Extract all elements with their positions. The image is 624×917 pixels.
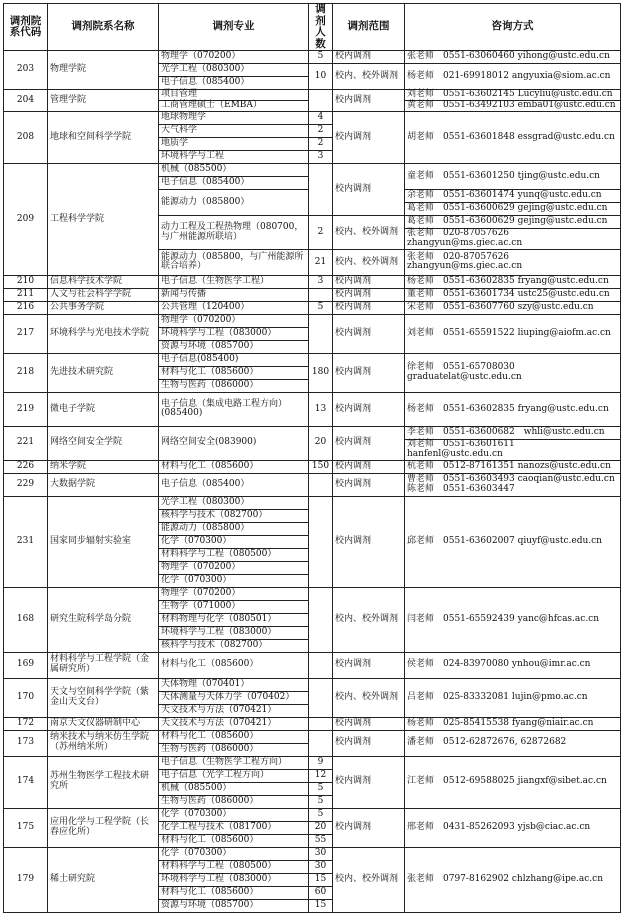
major: 环境科学与工程（083000）	[159, 626, 309, 639]
dept-name: 环境科学与光电技术学院	[48, 314, 159, 353]
major: 电子信息（集成电路工程方向）(085400)	[159, 392, 309, 426]
table-row	[4, 678, 621, 691]
major: 材料与化工（085600）	[159, 366, 309, 379]
col-header-major: 调剂专业	[159, 4, 309, 51]
contact: 刘老师 0551-63602145 Lucyliu@ustc.edu.cn	[405, 90, 621, 101]
dept-code: 203	[4, 51, 48, 90]
dept-code: 172	[4, 717, 48, 730]
contact: 张老师 0797-8162902 chlzhang@ipe.ac.cn	[405, 847, 621, 912]
table-row	[4, 301, 621, 314]
major: 光学工程（080300）	[159, 64, 309, 77]
count: 150	[309, 460, 333, 473]
contact: 侯老师 024-83970080 ynhou@imr.ac.cn	[405, 652, 621, 678]
dept-code: 221	[4, 426, 48, 460]
count: 3	[309, 275, 333, 288]
dept-code: 226	[4, 460, 48, 473]
contact: 张老师 020-87057626 zhangyun@ms.giec.ac.cn	[405, 229, 621, 250]
contact: 江老师 0512-69588025 jiangxf@sibet.ac.cn	[405, 756, 621, 808]
dept-name: 南京天文仪器研制中心	[48, 717, 159, 730]
contact: 余老师 0551-63601474 yunq@ustc.edu.cn	[405, 190, 621, 203]
dept-code: 174	[4, 756, 48, 808]
major: 物理学（070200）	[159, 314, 309, 327]
table-row	[4, 288, 621, 301]
contact: 胡老师 0551-63601848 essgrad@ustc.edu.cn	[405, 112, 621, 164]
dept-code: 168	[4, 587, 48, 652]
dept-name: 微电子学院	[48, 392, 159, 426]
range: 校内调剂	[333, 301, 405, 314]
dept-name: 应用化学与工程学院（长春应化所）	[48, 808, 159, 847]
count	[309, 90, 333, 112]
col-header-contact: 咨询方式	[405, 4, 621, 51]
count: 4	[309, 112, 333, 125]
dept-code: 179	[4, 847, 48, 912]
major: 电子信息（光学工程方向）	[159, 769, 309, 782]
dept-name: 稀土研究院	[48, 847, 159, 912]
contact: 张老师 0551-63060460 yihong@ustc.edu.cn	[405, 51, 621, 64]
dept-code: 231	[4, 496, 48, 587]
count	[309, 473, 333, 496]
contact: 杭老师 0512-87161351 nanozs@ustc.edu.cn	[405, 460, 621, 473]
count	[309, 496, 333, 587]
table-row	[4, 392, 621, 426]
dept-name: 管理学院	[48, 90, 159, 112]
range: 校内调剂	[333, 730, 405, 756]
range: 校内调剂	[333, 288, 405, 301]
major: 资源与环境（085700）	[159, 899, 309, 912]
count	[309, 587, 333, 652]
adjustment-table	[3, 3, 624, 913]
range: 校内调剂	[333, 496, 405, 587]
major: 能源动力（085800，与广州能源所联合培养）	[159, 249, 309, 275]
range: 校内调剂	[333, 652, 405, 678]
range: 校内调剂	[333, 90, 405, 112]
major: 材料与化工（085600）	[159, 886, 309, 899]
major: 电子信息（085400）	[159, 77, 309, 90]
dept-code: 210	[4, 275, 48, 288]
major: 物理学（070200）	[159, 561, 309, 574]
count: 12	[309, 769, 333, 782]
range: 校内、校外调剂	[333, 216, 405, 250]
contact: 邢老师 0431-85262093 yjsb@ciac.ac.cn	[405, 808, 621, 847]
dept-code: 211	[4, 288, 48, 301]
count: 5	[309, 51, 333, 64]
major: 电子信息(085400)	[159, 353, 309, 366]
dept-code: 208	[4, 112, 48, 164]
range: 校内调剂	[333, 51, 405, 64]
count: 5	[309, 808, 333, 821]
major: 天文技术与方法（070421）	[159, 704, 309, 717]
dept-name: 公共事务学院	[48, 301, 159, 314]
major: 化学（070300）	[159, 808, 309, 821]
major: 材料与化工（085600）	[159, 730, 309, 743]
table-row	[4, 275, 621, 288]
major: 新闻与传播	[159, 288, 309, 301]
table-row	[4, 756, 621, 769]
contact: 刘老师 0551-65591522 liuping@aiofm.ac.cn	[405, 314, 621, 353]
dept-code: 217	[4, 314, 48, 353]
major: 环境科学与工程（083000）	[159, 327, 309, 340]
dept-code: 173	[4, 730, 48, 756]
table-row	[4, 473, 621, 496]
contact: 闫老师 0551-65592439 yanc@hfcas.ac.cn	[405, 587, 621, 652]
count: 30	[309, 860, 333, 873]
count	[309, 730, 333, 756]
major: 环境科学与工程	[159, 151, 309, 164]
count: 5	[309, 301, 333, 314]
count: 15	[309, 899, 333, 912]
range: 校内调剂	[333, 473, 405, 496]
contact: 葛老师 0551-63600629 gejing@ustc.edu.cn	[405, 216, 621, 229]
table-row	[4, 717, 621, 730]
major: 物理学（070200）	[159, 587, 309, 600]
major: 地质学	[159, 138, 309, 151]
dept-name: 工程科学学院	[48, 164, 159, 276]
major: 机械（085500）	[159, 164, 309, 177]
contact: 宋老师 0551-63607760 szy@ustc.edu.cn	[405, 301, 621, 314]
count	[309, 678, 333, 717]
major: 光学工程（080300）	[159, 496, 309, 509]
contact: 杨老师 025-85415538 fyang@niair.ac.cn	[405, 717, 621, 730]
table-row	[4, 652, 621, 678]
major: 材料与化工（085600）	[159, 460, 309, 473]
major: 资源与环境（085700）	[159, 340, 309, 353]
dept-name: 国家同步辐射实验室	[48, 496, 159, 587]
dept-code: 170	[4, 678, 48, 717]
contact: 曹老师 0551-63603493 caoqian@ustc.edu.cn 陈老师 0551-63603447	[405, 473, 621, 496]
count: 13	[309, 392, 333, 426]
dept-name: 人文与社会科学学院	[48, 288, 159, 301]
dept-name: 物理学院	[48, 51, 159, 90]
count	[309, 717, 333, 730]
dept-name: 纳米技术与纳米仿生学院（苏州纳米所）	[48, 730, 159, 756]
dept-name: 地球和空间科学学院	[48, 112, 159, 164]
count: 2	[309, 216, 333, 250]
major: 能源动力（085800）	[159, 190, 309, 216]
range: 校内调剂	[333, 756, 405, 808]
major: 环境科学与工程（083000）	[159, 873, 309, 886]
table-row	[4, 730, 621, 743]
major: 机械（085500）	[159, 782, 309, 795]
range: 校内调剂	[333, 808, 405, 847]
major: 材料与化工（085600）	[159, 652, 309, 678]
count: 20	[309, 821, 333, 834]
range: 校内调剂	[333, 717, 405, 730]
count: 15	[309, 873, 333, 886]
range: 校内、校外调剂	[333, 678, 405, 717]
major: 工商管理硕士（EMBA）	[159, 101, 309, 112]
count: 21	[309, 249, 333, 275]
major: 电子信息（生物医学工程）	[159, 275, 309, 288]
count: 30	[309, 847, 333, 860]
table-row	[4, 164, 621, 177]
range: 校内调剂	[333, 164, 405, 216]
contact: 黄老师 0551-63492103 emba01@ustc.edu.cn	[405, 101, 621, 112]
contact: 童老师 0551-63601250 tjing@ustc.edu.cn	[405, 164, 621, 190]
range: 校内调剂	[333, 353, 405, 392]
count	[309, 164, 333, 216]
range: 校内调剂	[333, 426, 405, 460]
count: 60	[309, 886, 333, 899]
dept-code: 169	[4, 652, 48, 678]
dept-name: 大数据学院	[48, 473, 159, 496]
dept-code: 219	[4, 392, 48, 426]
major: 材料科学与工程（080500）	[159, 860, 309, 873]
count	[309, 288, 333, 301]
range: 校内调剂	[333, 392, 405, 426]
contact: 李老师 0551-63600682 whli@ustc.edu.cn	[405, 426, 621, 439]
range: 校内调剂	[333, 460, 405, 473]
contact: 邱老师 0551-63602007 qiuyf@ustc.edu.cn	[405, 496, 621, 587]
major: 化学（070300）	[159, 847, 309, 860]
table-row	[4, 587, 621, 600]
col-header-code: 调剂院系代码	[4, 4, 48, 51]
major: 项目管理	[159, 90, 309, 101]
major: 大气科学	[159, 125, 309, 138]
contact: 杨老师 0551-63602835 fryang@ustc.edu.cn	[405, 275, 621, 288]
major: 电子信息（085400）	[159, 177, 309, 190]
table-row	[4, 112, 621, 125]
range: 校内、校外调剂	[333, 847, 405, 912]
table-row	[4, 808, 621, 821]
count: 10	[309, 64, 333, 90]
dept-name: 纳米学院	[48, 460, 159, 473]
count: 5	[309, 782, 333, 795]
table-row	[4, 353, 621, 366]
count	[309, 652, 333, 678]
major: 核科学与技术（082700）	[159, 509, 309, 522]
dept-name: 材料科学与工程学院（金属研究所）	[48, 652, 159, 678]
table-row	[4, 496, 621, 509]
dept-code: 209	[4, 164, 48, 276]
contact: 张老师 020-87057626 zhangyun@ms.giec.ac.cn	[405, 249, 621, 275]
major: 化学（070300）	[159, 535, 309, 548]
range: 校内调剂	[333, 314, 405, 353]
major: 材料科学与工程（080500）	[159, 548, 309, 561]
col-header-count: 调剂人数	[309, 4, 333, 51]
table-row	[4, 460, 621, 473]
major: 核科学与技术（082700）	[159, 639, 309, 652]
dept-name: 研究生院科学岛分院	[48, 587, 159, 652]
major: 能源动力（085800）	[159, 522, 309, 535]
dept-name: 网络空间安全学院	[48, 426, 159, 460]
major: 天文技术与方法（070421）	[159, 717, 309, 730]
contact: 杨老师 0551-63602835 fryang@ustc.edu.cn	[405, 392, 621, 426]
col-header-range: 调剂范围	[333, 4, 405, 51]
dept-code: 218	[4, 353, 48, 392]
contact: 董老师 0551-63601734 ustc25@ustc.edu.cn	[405, 288, 621, 301]
contact: 刘老师 0551-63601611 hanfenl@ustc.edu.cn	[405, 439, 621, 460]
contact: 杨老师 021-69918012 angyuxia@siom.ac.cn	[405, 64, 621, 90]
major: 动力工程及工程热物理（080700，与广州能源所联培）	[159, 216, 309, 250]
major: 网络空间安全(083900)	[159, 426, 309, 460]
major: 生物与医药（086000）	[159, 795, 309, 808]
range: 校内调剂	[333, 112, 405, 164]
contact: 徐老师 0551-65708030 graduatelat@ustc.edu.cn	[405, 353, 621, 392]
dept-code: 216	[4, 301, 48, 314]
table-row	[4, 847, 621, 860]
major: 化学（070300）	[159, 574, 309, 587]
count: 9	[309, 756, 333, 769]
table-row	[4, 314, 621, 327]
range: 校内、校外调剂	[333, 587, 405, 652]
contact: 吕老师 025-83332081 lujin@pmo.ac.cn	[405, 678, 621, 717]
range: 校内、校外调剂	[333, 64, 405, 90]
major: 地球物理学	[159, 112, 309, 125]
count: 55	[309, 834, 333, 847]
major: 材料与化工（085600）	[159, 834, 309, 847]
major: 电子信息（生物医学工程方向）	[159, 756, 309, 769]
range: 校内调剂	[333, 275, 405, 288]
table-row	[4, 51, 621, 64]
count: 3	[309, 151, 333, 164]
count: 2	[309, 125, 333, 138]
range: 校内、校外调剂	[333, 249, 405, 275]
table-row	[4, 426, 621, 439]
contact: 潘老师 0512-62872676, 62872682	[405, 730, 621, 756]
dept-code: 229	[4, 473, 48, 496]
header-row	[4, 4, 621, 51]
major: 生物与医药（086000）	[159, 379, 309, 392]
dept-code: 204	[4, 90, 48, 112]
dept-code: 175	[4, 808, 48, 847]
count: 2	[309, 138, 333, 151]
count: 180	[309, 353, 333, 392]
major: 电子信息（085400）	[159, 473, 309, 496]
dept-name: 苏州生物医学工程技术研究所	[48, 756, 159, 808]
major: 生物与医药（086000）	[159, 743, 309, 756]
count	[309, 314, 333, 353]
dept-name: 信息科学技术学院	[48, 275, 159, 288]
major: 物理学（070200）	[159, 51, 309, 64]
major: 公共管理（120400）	[159, 301, 309, 314]
major: 材料物理与化学（080501）	[159, 613, 309, 626]
major: 生物学（071000）	[159, 600, 309, 613]
count: 20	[309, 426, 333, 460]
contact: 葛老师 0551-63600629 gejing@ustc.edu.cn	[405, 203, 621, 216]
major: 化学工程与技术（081700）	[159, 821, 309, 834]
dept-name: 先进技术研究院	[48, 353, 159, 392]
dept-name: 天文与空间科学学院（紫金山天文台）	[48, 678, 159, 717]
count: 5	[309, 795, 333, 808]
major: 天体测量与天体力学（070402）	[159, 691, 309, 704]
col-header-name: 调剂院系名称	[48, 4, 159, 51]
major: 天体物理（070401）	[159, 678, 309, 691]
